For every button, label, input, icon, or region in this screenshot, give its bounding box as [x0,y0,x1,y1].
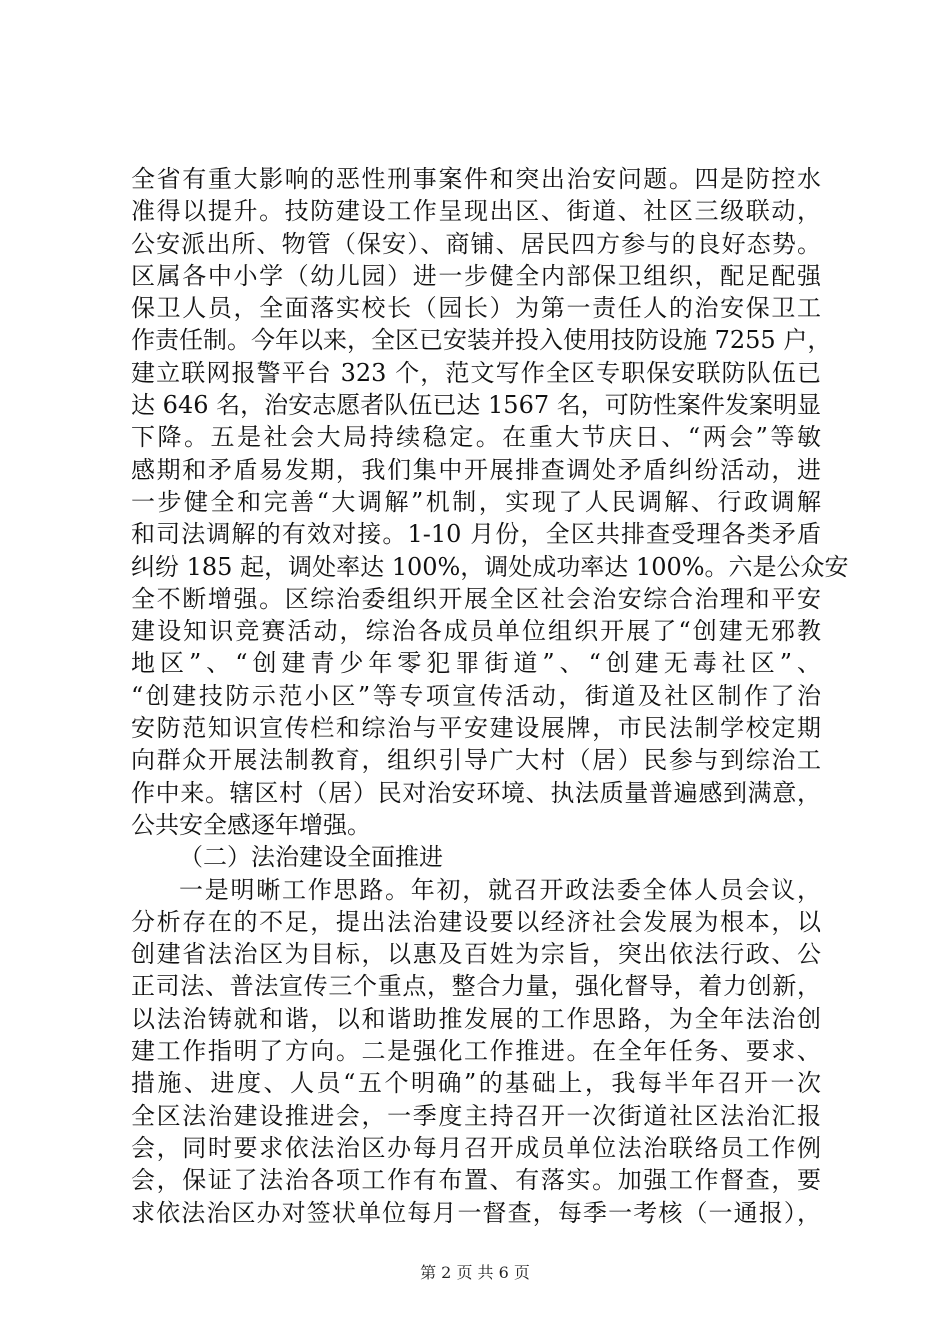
paragraph-line: 求依法治区办对签状单位每月一督查，每季一考核（一通报）， [131,1198,821,1227]
paragraph-line: 作中来。辖区村（居）民对治安环境、执法质量普遍感到满意， [131,778,821,807]
section-heading: （二）法治建设全面推进 [179,843,443,872]
paragraph-line: 向群众开展法制教育，组织引导广大村（居）民参与到综治工 [131,746,821,775]
paragraph-line: 建工作指明了方向。二是强化工作推进。在全年任务、要求、 [131,1037,821,1066]
paragraph-line: 全不断增强。区综治委组织开展全区社会治安综合治理和平安 [131,584,821,613]
paragraph-line: 全区法治建设推进会，一季度主持召开一次街道社区法治汇报 [131,1101,821,1130]
paragraph-line: 区属各中小学（幼儿园）进一步健全内部保卫组织，配足配强 [131,261,821,290]
paragraph-line: 会，保证了法治各项工作有布置、有落实。加强工作督查，要 [131,1166,821,1195]
paragraph-line: 全省有重大影响的恶性刑事案件和突出治安问题。四是防控水 [131,165,821,193]
paragraph-line: 建立联网报警平台 323 个，范文写作全区专职保安联防队伍已 [131,358,821,387]
paragraph-line: 纠纷 185 起，调处率达 100%，调处成功率达 100%。六是公众安 [131,552,849,581]
paragraph-line: 建设知识竞赛活动，综治各成员单位组织开展了“创建无邪教 [131,617,821,646]
paragraph-line: 正司法、普法宣传三个重点，整合力量，强化督导，着力创新， [131,972,821,1001]
paragraph-line: 会，同时要求依法治区办每月召开成员单位法治联络员工作例 [131,1133,821,1162]
paragraph-line: 分析存在的不足，提出法治建设要以经济社会发展为根本，以 [131,907,821,936]
paragraph-line: 保卫人员，全面落实校长（园长）为第一责任人的治安保卫工 [131,294,821,323]
paragraph-line: 作责任制。今年以来，全区已安装并投入使用技防设施 7255 户， [131,326,832,355]
paragraph-line: 地区”、“创建青少年零犯罪街道”、“创建无毒社区”、 [131,649,821,678]
paragraph-line: 感期和矛盾易发期，我们集中开展排查调处矛盾纠纷活动，进 [131,455,821,484]
paragraph-line: 安防范知识宣传栏和综治与平安建设展牌，市民法制学校定期 [131,714,821,743]
paragraph-line: 达 646 名，治安志愿者队伍已达 1567 名，可防性案件发案明显 [131,391,821,420]
body-text [131,163,849,1229]
paragraph-line: 准得以提升。技防建设工作呈现出区、街道、社区三级联动， [131,197,821,226]
paragraph-line: 措施、进度、人员“五个明确”的基础上，我每半年召开一次 [131,1069,821,1098]
paragraph-line: 和司法调解的有效对接。1-10 月份，全区共排查受理各类矛盾 [131,520,821,549]
paragraph-line: 以法治铸就和谐，以和谐助推发展的工作思路，为全年法治创 [131,1004,821,1033]
paragraph-line: 一是明晰工作思路。年初，就召开政法委全体人员会议， [179,875,821,904]
paragraph-line: 公共安全感逐年增强。 [131,810,371,839]
page-footer: 第 2 页 共 6 页 [420,1263,530,1282]
paragraph-line: 创建省法治区为目标，以惠及百姓为宗旨，突出依法行政、公 [131,940,821,969]
paragraph-line: 一步健全和完善“大调解”机制，实现了人民调解、行政调解 [131,487,821,516]
paragraph-line: 公安派出所、物管（保安）、商铺、居民四方参与的良好态势。 [131,229,821,258]
paragraph-line: 下降。五是社会大局持续稳定。在重大节庆日、“两会”等敏 [131,423,821,452]
paragraph-line: “创建技防示范小区”等专项宣传活动，街道及社区制作了治 [131,681,821,710]
